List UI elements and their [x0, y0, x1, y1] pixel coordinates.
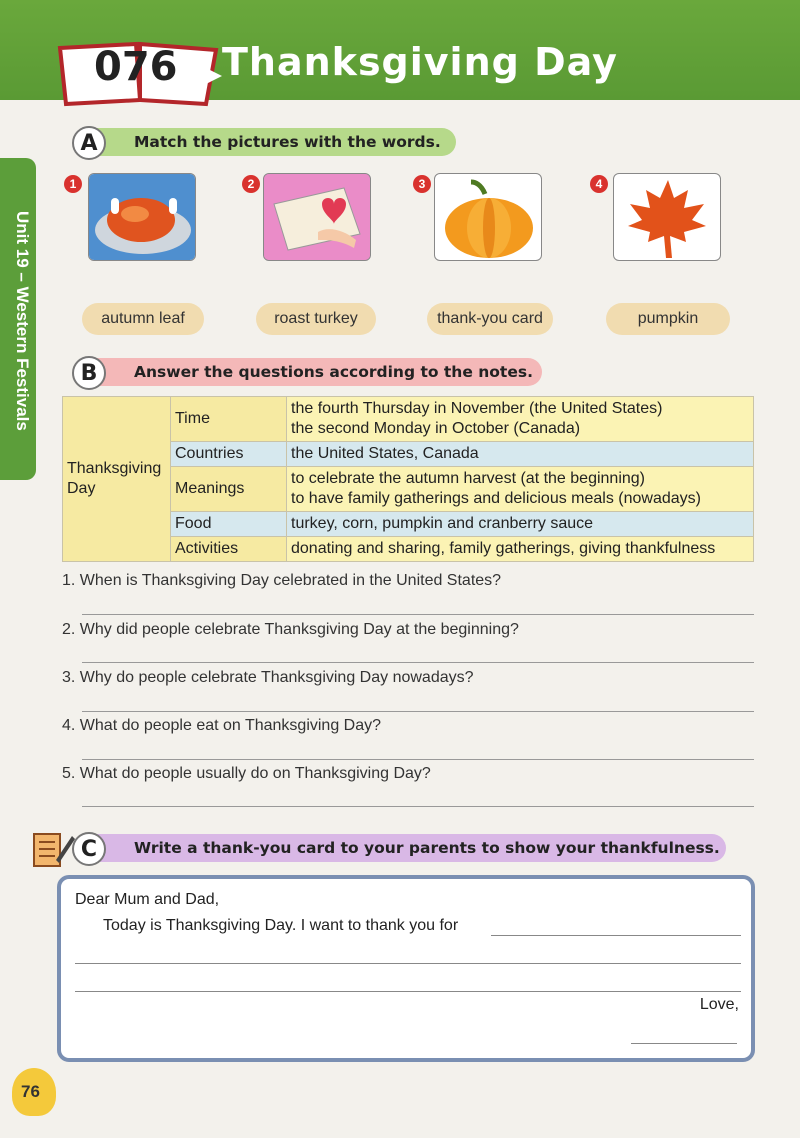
answer-line-1[interactable]: [82, 614, 754, 615]
card-signature-line[interactable]: [631, 1043, 737, 1044]
answer-line-3[interactable]: [82, 711, 754, 712]
table-cell-countries: the United States, Canada: [287, 442, 754, 467]
section-a-bar: [90, 128, 456, 156]
question-1: 1. When is Thanksgiving Day celebrated in the United States?: [62, 572, 502, 589]
card-writing-line-2[interactable]: [75, 963, 741, 964]
card-writing-line-3[interactable]: [75, 991, 741, 992]
card-greeting: Dear Mum and Dad,: [75, 891, 220, 908]
question-5: 5. What do people usually do on Thanksgiving Day?: [62, 765, 431, 782]
table-cell-activities: donating and sharing, family gatherings, giving thankfulness: [287, 537, 754, 562]
autumn-leaf-picture: [613, 173, 721, 261]
table-label-meanings: Meanings: [171, 467, 287, 512]
section-c-bar: [90, 834, 726, 862]
roast-turkey-picture: [88, 173, 196, 261]
autumn-leaf-icon: [614, 174, 721, 261]
pumpkin-icon: [435, 174, 542, 261]
word-option-thank-you-card[interactable]: thank-you card: [427, 303, 553, 335]
table-cell-time: [287, 397, 754, 442]
table-label-time: Time: [171, 397, 287, 442]
page-title: Thanksgiving Day: [222, 40, 618, 84]
picture-number-1: 1: [64, 175, 82, 193]
word-option-pumpkin[interactable]: pumpkin: [606, 303, 730, 335]
section-b-letter: B: [72, 356, 106, 390]
word-option-roast-turkey[interactable]: roast turkey: [256, 303, 376, 335]
section-c-letter: C: [72, 832, 106, 866]
card-writing-line-1[interactable]: [491, 935, 741, 936]
section-c-instruction: Write a thank-you card to your parents to show your thankfulness.: [134, 839, 720, 857]
card-opening: Today is Thanksgiving Day. I want to thank you for: [103, 917, 459, 934]
table-label-activities: Activities: [171, 537, 287, 562]
word-option-autumn-leaf[interactable]: autumn leaf: [82, 303, 204, 335]
thank-you-card-icon: [264, 174, 371, 261]
section-b-instruction: Answer the questions according to the notes.: [134, 363, 533, 381]
thank-you-card-picture: [263, 173, 371, 261]
page-number: 76: [21, 1082, 40, 1101]
table-cell-food: turkey, corn, pumpkin and cranberry sauce: [287, 512, 754, 537]
answer-line-4[interactable]: [82, 759, 754, 760]
pumpkin-picture: [434, 173, 542, 261]
section-b-bar: [90, 358, 542, 386]
picture-number-4: 4: [590, 175, 608, 193]
picture-number-3: 3: [413, 175, 431, 193]
answer-line-2[interactable]: [82, 662, 754, 663]
unit-side-label: Unit 19 – Western Festivals: [13, 211, 32, 431]
section-a-letter: A: [72, 126, 106, 160]
table-time-line-2: the second Monday in October (Canada): [291, 420, 581, 437]
card-closing: Love,: [699, 996, 739, 1013]
table-cell-meanings: [287, 467, 754, 512]
table-label-countries: Countries: [171, 442, 287, 467]
answer-line-5[interactable]: [82, 806, 754, 807]
question-2: 2. Why did people celebrate Thanksgiving Day at the beginning?: [62, 621, 519, 638]
notepad-pencil-icon: [32, 830, 76, 870]
table-subject: Thanksgiving Day: [63, 397, 171, 562]
table-label-food: Food: [171, 512, 287, 537]
lesson-number: 076: [94, 44, 178, 90]
question-4: 4. What do people eat on Thanksgiving Day?: [62, 717, 382, 734]
section-a-instruction: Match the pictures with the words.: [134, 133, 441, 151]
thank-you-card-writing-area: [57, 875, 755, 1062]
notes-table: [62, 396, 754, 562]
roast-turkey-icon: [89, 174, 196, 261]
table-meanings-line-2: to have family gatherings and delicious meals (nowadays): [291, 490, 701, 507]
picture-number-2: 2: [242, 175, 260, 193]
table-meanings-line-1: to celebrate the autumn harvest (at the beginning): [291, 470, 645, 487]
table-time-line-1: the fourth Thursday in November (the United States): [291, 400, 663, 417]
question-3: 3. Why do people celebrate Thanksgiving Day nowadays?: [62, 669, 474, 686]
